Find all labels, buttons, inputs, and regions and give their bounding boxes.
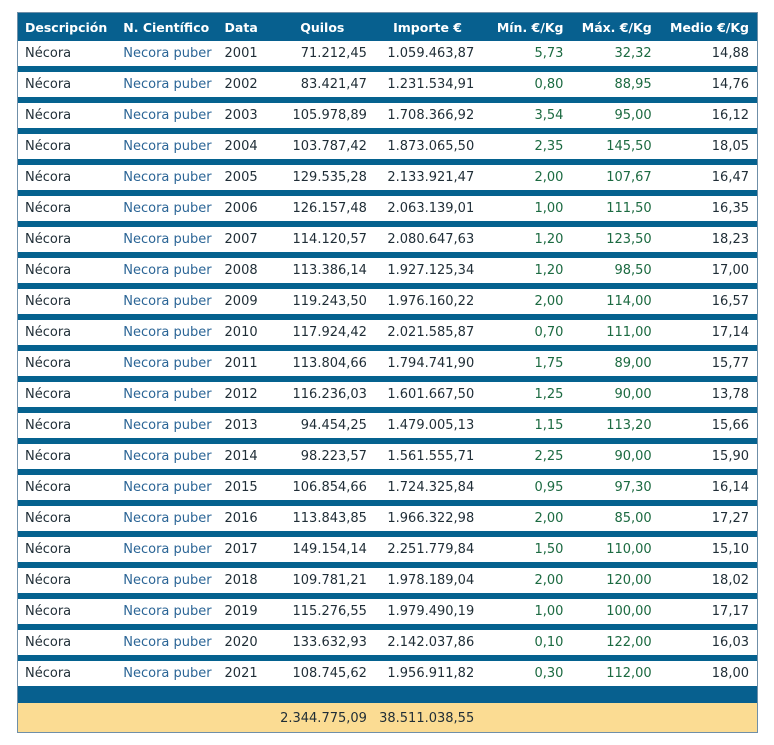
- cell-max: 97,30: [614, 480, 652, 495]
- table-row: [18, 258, 757, 283]
- cell-quilos: 113.804,66: [292, 356, 367, 371]
- cell-min: 2,00: [534, 170, 564, 185]
- cell-cientifico: Necora puber: [123, 604, 212, 619]
- cell-descripcion: Nécora: [25, 604, 72, 619]
- cell-data: 2021: [224, 666, 258, 681]
- cell-descripcion: Nécora: [25, 77, 72, 92]
- cell-max: 88,95: [614, 77, 652, 92]
- totals-spacer-cell: [18, 686, 757, 703]
- cell-descripcion: Nécora: [25, 139, 72, 154]
- cell-data: 2007: [224, 232, 258, 247]
- table-row: [18, 320, 757, 345]
- cell-importe: 2.251.779,84: [387, 542, 475, 557]
- cell-data: 2014: [224, 449, 258, 464]
- cell-data: 2015: [224, 480, 258, 495]
- cell-data: 2011: [224, 356, 258, 371]
- fish-sales-table-container: [17, 12, 758, 733]
- cell-importe: 2.063.139,01: [387, 201, 475, 216]
- cell-max: 90,00: [614, 387, 652, 402]
- total-quilos: 2.344.775,09: [280, 710, 367, 726]
- cell-cientifico: Necora puber: [123, 139, 212, 154]
- cell-cientifico: Necora puber: [123, 294, 212, 309]
- cell-quilos: 133.632,93: [292, 635, 367, 650]
- cell-min: 1,00: [534, 201, 564, 216]
- cell-quilos: 108.745,62: [292, 666, 367, 681]
- cell-quilos: 83.421,47: [300, 77, 367, 92]
- table-row: [18, 506, 757, 531]
- cell-medio: 16,03: [711, 635, 749, 650]
- cell-descripcion: Nécora: [25, 387, 72, 402]
- table-row: [18, 413, 757, 438]
- cell-data: 2013: [224, 418, 258, 433]
- cell-medio: 18,05: [711, 139, 749, 154]
- fish-sales-table: [18, 13, 757, 732]
- cell-min: 0,10: [534, 635, 564, 650]
- cell-max: 120,00: [606, 573, 652, 588]
- cell-quilos: 109.781,21: [292, 573, 367, 588]
- cell-min: 2,00: [534, 573, 564, 588]
- cell-data: 2012: [224, 387, 258, 402]
- col-header-max: Máx. €/Kg: [581, 19, 652, 35]
- cell-min: 1,20: [534, 263, 564, 278]
- cell-descripcion: Nécora: [25, 635, 72, 650]
- cell-medio: 17,00: [711, 263, 749, 278]
- table-row: [18, 103, 757, 128]
- cell-medio: 16,57: [711, 294, 749, 309]
- cell-cientifico: Necora puber: [123, 387, 212, 402]
- totals-empty-cell: [569, 703, 658, 732]
- cell-max: 95,00: [614, 108, 652, 123]
- table-row: [18, 289, 757, 314]
- cell-medio: 18,23: [711, 232, 749, 247]
- cell-data: 2008: [224, 263, 258, 278]
- cell-importe: 1.976.160,22: [387, 294, 475, 309]
- cell-medio: 17,17: [711, 604, 749, 619]
- cell-importe: 1.979.490,19: [387, 604, 475, 619]
- cell-min: 1,50: [534, 542, 564, 557]
- cell-medio: 18,00: [711, 666, 749, 681]
- cell-min: 0,70: [534, 325, 564, 340]
- totals-empty-cell: [218, 703, 272, 732]
- cell-quilos: 98.223,57: [300, 449, 367, 464]
- cell-data: 2020: [224, 635, 258, 650]
- cell-cientifico: Necora puber: [123, 480, 212, 495]
- cell-importe: 1.479.005,13: [387, 418, 475, 433]
- cell-quilos: 126.157,48: [292, 201, 367, 216]
- cell-min: 0,30: [534, 666, 564, 681]
- cell-descripcion: Nécora: [25, 232, 72, 247]
- cell-importe: 1.794.741,90: [387, 356, 475, 371]
- table-row: [18, 537, 757, 562]
- cell-min: 5,73: [534, 46, 564, 61]
- cell-importe: 1.724.325,84: [387, 480, 475, 495]
- cell-max: 113,20: [606, 418, 652, 433]
- cell-importe: 1.978.189,04: [387, 573, 475, 588]
- col-header-data: Data: [224, 19, 258, 35]
- cell-max: 90,00: [614, 449, 652, 464]
- table-row: [18, 599, 757, 624]
- cell-cientifico: Necora puber: [123, 542, 212, 557]
- table-row: [18, 72, 757, 97]
- cell-importe: 2.080.647,63: [387, 232, 475, 247]
- cell-quilos: 129.535,28: [292, 170, 367, 185]
- cell-min: 1,15: [534, 418, 564, 433]
- cell-cientifico: Necora puber: [123, 170, 212, 185]
- cell-medio: 13,78: [711, 387, 749, 402]
- table-row: [18, 196, 757, 221]
- cell-importe: 1.708.366,92: [387, 108, 475, 123]
- cell-quilos: 113.843,85: [292, 511, 367, 526]
- cell-data: 2016: [224, 511, 258, 526]
- cell-quilos: 119.243,50: [292, 294, 367, 309]
- cell-quilos: 113.386,14: [292, 263, 367, 278]
- cell-quilos: 106.854,66: [292, 480, 367, 495]
- cell-min: 1,20: [534, 232, 564, 247]
- cell-quilos: 103.787,42: [292, 139, 367, 154]
- cell-importe: 1.873.065,50: [387, 139, 475, 154]
- cell-medio: 15,90: [711, 449, 749, 464]
- cell-quilos: 114.120,57: [292, 232, 367, 247]
- cell-cientifico: Necora puber: [123, 201, 212, 216]
- cell-descripcion: Nécora: [25, 325, 72, 340]
- cell-cientifico: Necora puber: [123, 77, 212, 92]
- table-row: [18, 351, 757, 376]
- cell-min: 2,25: [534, 449, 564, 464]
- cell-cientifico: Necora puber: [123, 108, 212, 123]
- totals-empty-cell: [18, 703, 116, 732]
- cell-cientifico: Necora puber: [123, 325, 212, 340]
- table-row: [18, 382, 757, 407]
- cell-max: 111,00: [606, 325, 652, 340]
- table-row: [18, 568, 757, 593]
- cell-min: 3,54: [534, 108, 564, 123]
- cell-medio: 16,12: [711, 108, 749, 123]
- cell-importe: 1.601.667,50: [387, 387, 475, 402]
- cell-descripcion: Nécora: [25, 356, 72, 371]
- cell-max: 98,50: [614, 263, 652, 278]
- cell-min: 1,75: [534, 356, 564, 371]
- cell-max: 111,50: [606, 201, 652, 216]
- cell-data: 2009: [224, 294, 258, 309]
- col-header-descripcion: Descripción: [25, 19, 108, 35]
- cell-data: 2019: [224, 604, 258, 619]
- col-header-importe: Importe €: [393, 19, 463, 35]
- table-row: [18, 134, 757, 159]
- cell-data: 2006: [224, 201, 258, 216]
- cell-max: 112,00: [606, 666, 652, 681]
- cell-cientifico: Necora puber: [123, 449, 212, 464]
- cell-quilos: 149.154,14: [292, 542, 367, 557]
- cell-quilos: 94.454,25: [300, 418, 367, 433]
- table-row: [18, 630, 757, 655]
- cell-descripcion: Nécora: [25, 511, 72, 526]
- totals-empty-cell: [482, 703, 569, 732]
- table-row: [18, 661, 757, 686]
- cell-data: 2005: [224, 170, 258, 185]
- cell-data: 2002: [224, 77, 258, 92]
- col-header-medio: Medio €/Kg: [670, 19, 749, 35]
- cell-data: 2003: [224, 108, 258, 123]
- cell-min: 2,35: [534, 139, 564, 154]
- table-row: [18, 475, 757, 500]
- col-header-min: Mín. €/Kg: [496, 19, 564, 35]
- cell-quilos: 105.978,89: [292, 108, 367, 123]
- cell-cientifico: Necora puber: [123, 263, 212, 278]
- cell-data: 2004: [224, 139, 258, 154]
- cell-importe: 2.142.037,86: [387, 635, 475, 650]
- col-header-quilos: Quilos: [300, 19, 345, 35]
- cell-descripcion: Nécora: [25, 201, 72, 216]
- table-row: [18, 41, 757, 66]
- cell-medio: 17,27: [711, 511, 749, 526]
- cell-descripcion: Nécora: [25, 46, 72, 61]
- cell-cientifico: Necora puber: [123, 232, 212, 247]
- cell-min: 1,25: [534, 387, 564, 402]
- table-row: [18, 444, 757, 469]
- cell-descripcion: Nécora: [25, 418, 72, 433]
- cell-cientifico: Necora puber: [123, 46, 212, 61]
- cell-medio: 15,10: [711, 542, 749, 557]
- cell-descripcion: Nécora: [25, 573, 72, 588]
- cell-quilos: 71.212,45: [300, 46, 367, 61]
- cell-data: 2017: [224, 542, 258, 557]
- cell-importe: 2.021.585,87: [387, 325, 475, 340]
- table-body: [18, 41, 757, 732]
- table-row: [18, 227, 757, 252]
- cell-cientifico: Necora puber: [123, 635, 212, 650]
- cell-max: 85,00: [614, 511, 652, 526]
- totals-empty-cell: [116, 703, 217, 732]
- col-header-cientifico: N. Científico: [123, 19, 210, 35]
- cell-cientifico: Necora puber: [123, 573, 212, 588]
- cell-data: 2010: [224, 325, 258, 340]
- cell-data: 2018: [224, 573, 258, 588]
- cell-medio: 18,02: [711, 573, 749, 588]
- cell-descripcion: Nécora: [25, 666, 72, 681]
- totals-empty-cell: [659, 703, 757, 732]
- cell-descripcion: Nécora: [25, 449, 72, 464]
- cell-max: 89,00: [614, 356, 652, 371]
- cell-max: 122,00: [606, 635, 652, 650]
- cell-max: 145,50: [606, 139, 652, 154]
- cell-quilos: 116.236,03: [292, 387, 367, 402]
- cell-descripcion: Nécora: [25, 542, 72, 557]
- table-row: [18, 165, 757, 190]
- cell-importe: 1.059.463,87: [387, 46, 475, 61]
- totals-spacer-row: [18, 686, 757, 703]
- cell-cientifico: Necora puber: [123, 356, 212, 371]
- cell-descripcion: Nécora: [25, 480, 72, 495]
- cell-max: 110,00: [606, 542, 652, 557]
- total-importe: 38.511.038,55: [379, 710, 475, 726]
- cell-max: 107,67: [606, 170, 652, 185]
- cell-min: 0,80: [534, 77, 564, 92]
- cell-quilos: 115.276,55: [292, 604, 367, 619]
- cell-min: 2,00: [534, 511, 564, 526]
- cell-descripcion: Nécora: [25, 263, 72, 278]
- cell-cientifico: Necora puber: [123, 666, 212, 681]
- cell-medio: 15,77: [711, 356, 749, 371]
- cell-importe: 2.133.921,47: [387, 170, 475, 185]
- cell-medio: 15,66: [711, 418, 749, 433]
- cell-importe: 1.561.555,71: [387, 449, 475, 464]
- cell-medio: 16,47: [711, 170, 749, 185]
- cell-cientifico: Necora puber: [123, 418, 212, 433]
- cell-max: 114,00: [606, 294, 652, 309]
- cell-max: 123,50: [606, 232, 652, 247]
- cell-cientifico: Necora puber: [123, 511, 212, 526]
- totals-row: [18, 703, 757, 732]
- cell-quilos: 117.924,42: [292, 325, 367, 340]
- cell-medio: 14,88: [711, 46, 749, 61]
- table-header-row: [18, 13, 757, 41]
- cell-medio: 16,35: [711, 201, 749, 216]
- cell-descripcion: Nécora: [25, 294, 72, 309]
- cell-max: 32,32: [614, 46, 652, 61]
- cell-min: 1,00: [534, 604, 564, 619]
- cell-data: 2001: [224, 46, 258, 61]
- cell-descripcion: Nécora: [25, 108, 72, 123]
- cell-importe: 1.966.322,98: [387, 511, 475, 526]
- cell-importe: 1.956.911,82: [387, 666, 475, 681]
- cell-importe: 1.231.534,91: [387, 77, 475, 92]
- cell-min: 2,00: [534, 294, 564, 309]
- cell-descripcion: Nécora: [25, 170, 72, 185]
- cell-max: 100,00: [606, 604, 652, 619]
- cell-medio: 14,76: [711, 77, 749, 92]
- cell-medio: 16,14: [711, 480, 749, 495]
- cell-importe: 1.927.125,34: [387, 263, 475, 278]
- cell-medio: 17,14: [711, 325, 749, 340]
- cell-min: 0,95: [534, 480, 564, 495]
